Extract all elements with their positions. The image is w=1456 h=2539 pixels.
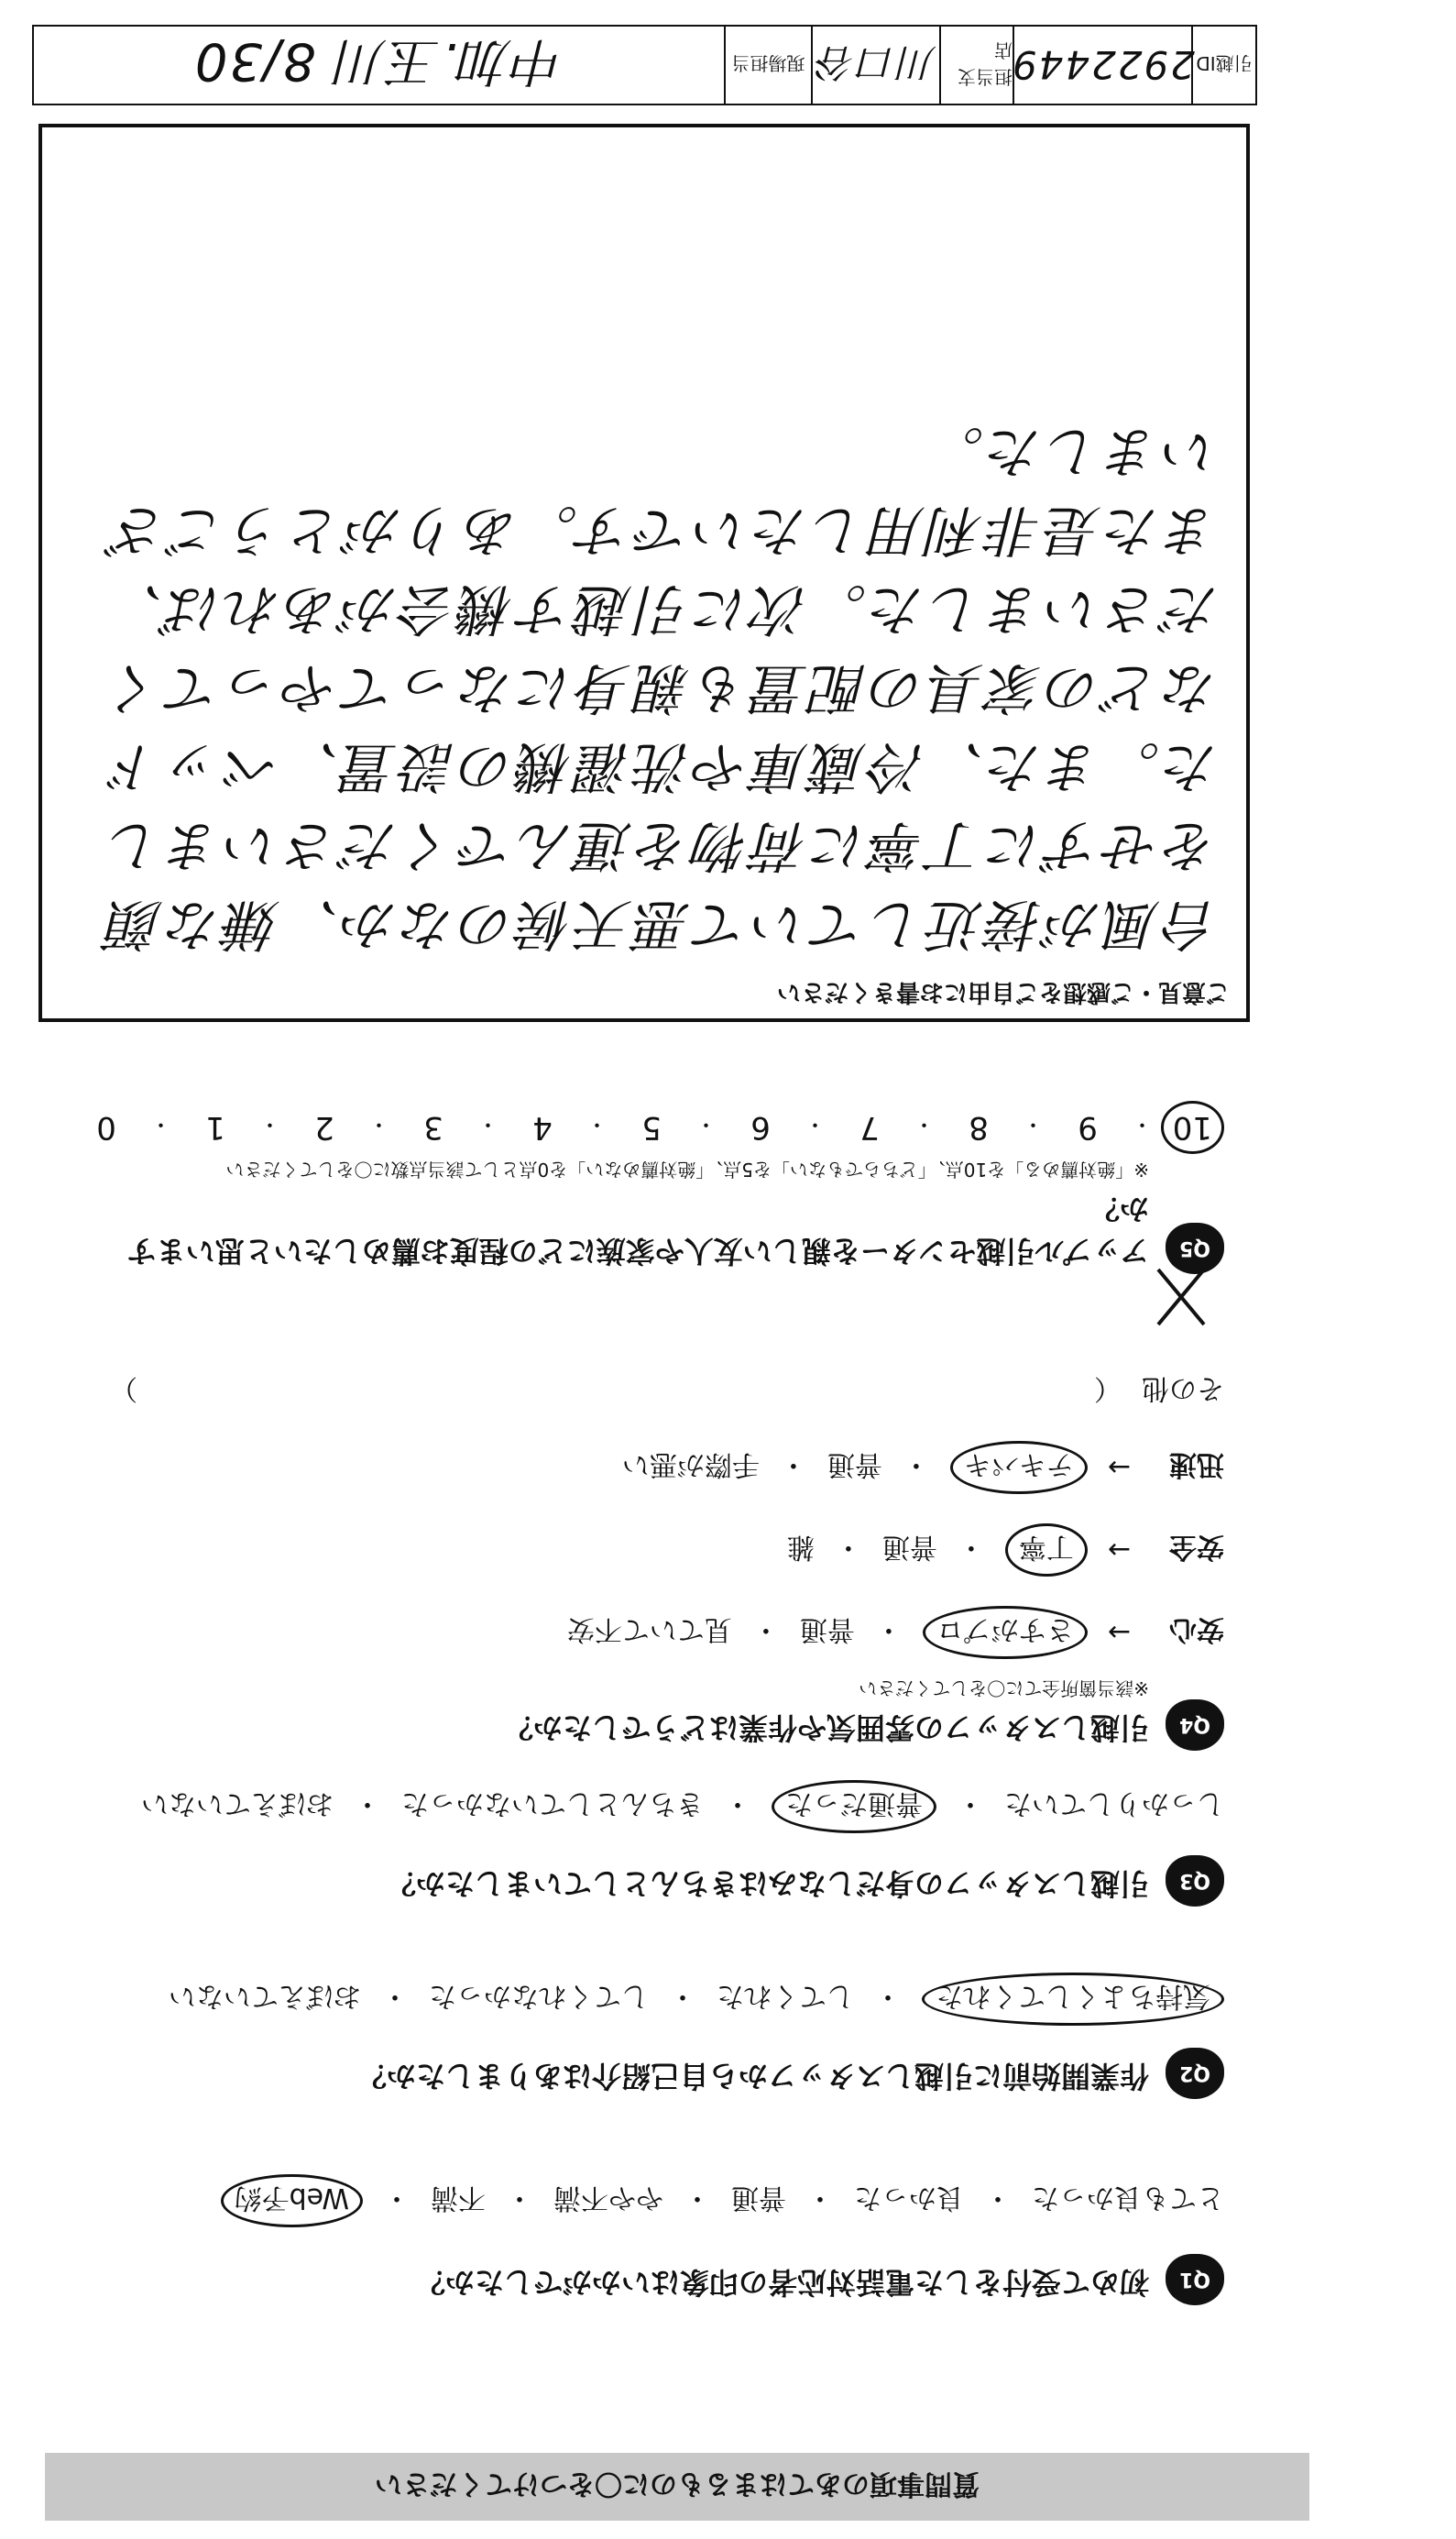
scale-10[interactable]: 10 <box>1161 1101 1224 1154</box>
q1-opt-5[interactable]: 不満 <box>431 2182 486 2214</box>
scale-1[interactable]: 1 <box>205 1109 225 1146</box>
q3-question <box>79 1855 1224 1907</box>
q5-icon: Q5 <box>1166 1223 1224 1274</box>
q2-opt-4[interactable]: おぼえていない <box>169 1980 361 2012</box>
comment-box <box>38 124 1250 1022</box>
q1-opt-6[interactable]: Web予約 <box>221 2174 363 2227</box>
q4-speed-opt-1[interactable]: テキパキ <box>950 1441 1088 1494</box>
scale-9[interactable]: 9 <box>1078 1109 1098 1146</box>
scale-3[interactable]: 3 <box>423 1109 443 1146</box>
q4-trust-opt-2[interactable]: 普通 <box>799 1613 855 1645</box>
q4-note: ※該当箇所全てに〇をしてください <box>859 1677 1149 1699</box>
q2-opt-2[interactable]: してくれた <box>717 1980 854 2012</box>
comment-heading: ご意見・ご感想をご自由にお書きください <box>776 978 1230 1006</box>
q4-speed-opt-3[interactable]: 手際が悪い <box>621 1448 760 1480</box>
q1-text: 初めて受付をした電話対応者の印象はいかがでしたか？ <box>415 2265 1149 2300</box>
comment-text: 台風が接近していて悪天候のなか、嫌な顔をせずに丁寧に荷物を運んでくださいました。また、冷蔵庫や洗濯機の設置、ベッドなどの家具の配置も親身になってやってくださいました。次に引越す機会があれば、また是非利用したいです。ありがとうございました。 <box>104 419 1219 956</box>
q3-opt-1[interactable]: しっかりしていた <box>1004 1787 1224 1819</box>
q1-icon: Q1 <box>1166 2254 1224 2305</box>
instruction-bar: 質問事項のあてはまるものに〇をつけてください <box>45 2453 1309 2521</box>
q4-other-row <box>110 1371 1224 1412</box>
q4-question <box>79 1676 1224 1751</box>
q5-question <box>79 1158 1224 1274</box>
scale-5[interactable]: 5 <box>641 1109 662 1146</box>
branch-label: 担当支店 <box>939 27 1013 104</box>
q4-other-close: ） <box>110 1372 137 1404</box>
scale-7[interactable]: 7 <box>859 1109 880 1146</box>
q4-other-label: その他 <box>1142 1372 1224 1404</box>
q4-safety-opt-2[interactable]: 普通 <box>881 1531 937 1563</box>
scale-2[interactable]: 2 <box>314 1109 334 1146</box>
scale-8[interactable]: 8 <box>969 1109 989 1146</box>
q2-opt-1[interactable]: 気持ちよくしてくれた <box>922 1973 1224 2026</box>
q1-opt-4[interactable]: やや不満 <box>553 2182 663 2214</box>
q1-options: とても良かった ・ 良かった ・ 普通 ・ やや不満 ・ 不満 ・ Web予約 <box>221 2174 1224 2227</box>
q1-question <box>79 2254 1224 2305</box>
q1-opt-2[interactable]: 良かった <box>854 2182 964 2214</box>
q4-row-trust-label: 安心 <box>1169 1613 1224 1645</box>
q4-icon: Q4 <box>1166 1699 1224 1751</box>
scale-6[interactable]: 6 <box>750 1109 771 1146</box>
q5-text: アップル引越センターを親しい友人や家族にどの程度お薦めしたいと思いますか？ <box>126 1192 1149 1269</box>
q5-scale: 10 ・ 9 ・ 8 ・ 7 ・ 6 ・ 5 ・ 4 ・ 3 ・ 2 ・ 1 ・ 0 <box>79 1109 1224 1146</box>
q4-row-safety: 安全 → 丁寧 ・ 普通 ・ 雑 <box>787 1523 1224 1577</box>
q2-opt-3[interactable]: してくれなかった <box>429 1980 649 2012</box>
id-label: 引越ID <box>1191 27 1255 104</box>
q2-question <box>79 2048 1224 2099</box>
q5-cross-mark-icon <box>1154 1265 1209 1329</box>
q4-row-safety-label: 安全 <box>1169 1531 1224 1563</box>
manager-value: 中加.玉川 8/30 <box>192 31 565 91</box>
q4-text: 引越しスタッフの雰囲気や作業はどうでしたか？ <box>503 1710 1149 1745</box>
q5-note: ※「絶対薦める」を10点、「どちらでもない」を5点、「絶対薦めない」を0点として該当点数に〇をしてください <box>225 1159 1149 1181</box>
id-value: 2922449 <box>1013 27 1191 104</box>
q1-opt-3[interactable]: 普通 <box>731 2182 786 2214</box>
q2-icon: Q2 <box>1166 2048 1224 2099</box>
manager-label: 現場担当 <box>724 27 811 104</box>
q3-opt-2[interactable]: 普通だった <box>772 1780 936 1833</box>
q4-speed-opt-2[interactable]: 普通 <box>827 1448 882 1480</box>
header-table <box>32 25 1257 105</box>
q4-safety-opt-1[interactable]: 丁寧 <box>1005 1523 1088 1577</box>
q2-text: 作業開始前に引越しスタッフから自己紹介はありましたか？ <box>356 2059 1149 2094</box>
q3-opt-3[interactable]: きちんとしていなかった <box>401 1787 704 1819</box>
q4-other-open: （ <box>1094 1372 1122 1404</box>
q1-opt-1[interactable]: とても良かった <box>1032 2182 1224 2214</box>
scale-0[interactable]: 0 <box>96 1109 116 1146</box>
q2-options: 気持ちよくしてくれた ・ してくれた ・ してくれなかった ・ おぼえていない <box>169 1973 1224 2026</box>
q3-icon: Q3 <box>1166 1855 1224 1907</box>
scale-4[interactable]: 4 <box>532 1109 553 1146</box>
q4-row-trust: 安心 → さすがプロ ・ 普通 ・ 見ていて不安 <box>567 1606 1224 1659</box>
branch-value: 川口谷 <box>811 27 939 104</box>
q4-row-speed-label: 迅速 <box>1169 1448 1224 1480</box>
q3-options: しっかりしていた ・ 普通だった ・ きちんとしていなかった ・ おぼえていない <box>141 1780 1224 1833</box>
q4-trust-opt-3[interactable]: 見ていて不安 <box>566 1613 732 1645</box>
q4-safety-opt-3[interactable]: 雑 <box>786 1531 815 1563</box>
q3-text: 引越しスタッフの身だしなみはきちんとしていましたか？ <box>386 1866 1149 1901</box>
q4-row-speed: 迅速 → テキパキ ・ 普通 ・ 手際が悪い <box>622 1441 1224 1494</box>
q3-opt-4[interactable]: おぼえていない <box>141 1787 334 1819</box>
q4-trust-opt-1[interactable]: さすがプロ <box>923 1606 1088 1659</box>
